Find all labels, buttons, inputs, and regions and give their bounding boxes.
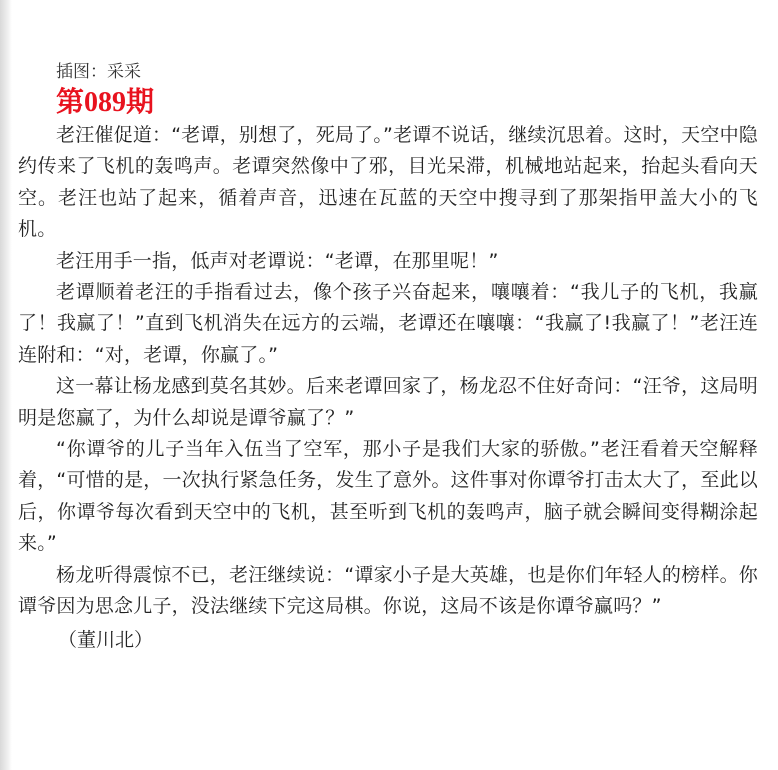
paragraph-4: 这一幕让杨龙感到莫名其妙。后来老谭回家了，杨龙忍不住好奇问：“汪爷，这局明明是您赢了，为什么却说是谭爷赢了？” [18,375,758,429]
paragraph-2: 老汪用手一指，低声对老谭说：“老谭，在那里呢！” [56,249,499,272]
issue-title: 第089期 [56,87,155,118]
page-edge-shadow [0,0,12,770]
illustrator-credit: 插图：采采 [56,62,141,82]
paragraph-6: 杨龙听得震惊不已，老汪继续说：“谭家小子是大英雄，也是你们年轻人的榜样。你谭爷因为思念儿子，没法继续下完这局棋。你说，这局不该是你谭爷赢吗？” [18,563,758,618]
paragraph-1: 老汪催促道：“老谭，别想了，死局了。”老谭不说话，继续沉思着。这时，天空中隐约传来了飞机的轰鸣声。老谭突然像中了邪，目光呆滞，机械地站起来，抬起头看向天空。老汪也站了起来，循着声音，迅速在瓦蓝的天空中搜寻到了那架指甲盖大小的飞机。 [18,124,758,241]
article [18,58,758,657]
paragraph-3: 老谭顺着老汪的手指看过去，像个孩子兴奋起来，嚷嚷着：“我儿子的飞机，我赢了！我赢了！”直到飞机消失在远方的云端，老谭还在嚷嚷：“我赢了!我赢了！”老汪连连附和：“对，老谭，你赢了。” [18,281,758,366]
paragraph-5: “你谭爷的儿子当年入伍当了空军，那小子是我们大家的骄傲。”老汪看着天空解释着，“可惜的是，一次执行紧急任务，发生了意外。这件事对你谭爷打击太大了，至此以后，你谭爷每次看到天空中的飞机，甚至听到飞机的轰鸣声，脑子就会瞬间变得糊涂起来。” [18,438,758,555]
author-byline: （董川北） [58,628,154,651]
